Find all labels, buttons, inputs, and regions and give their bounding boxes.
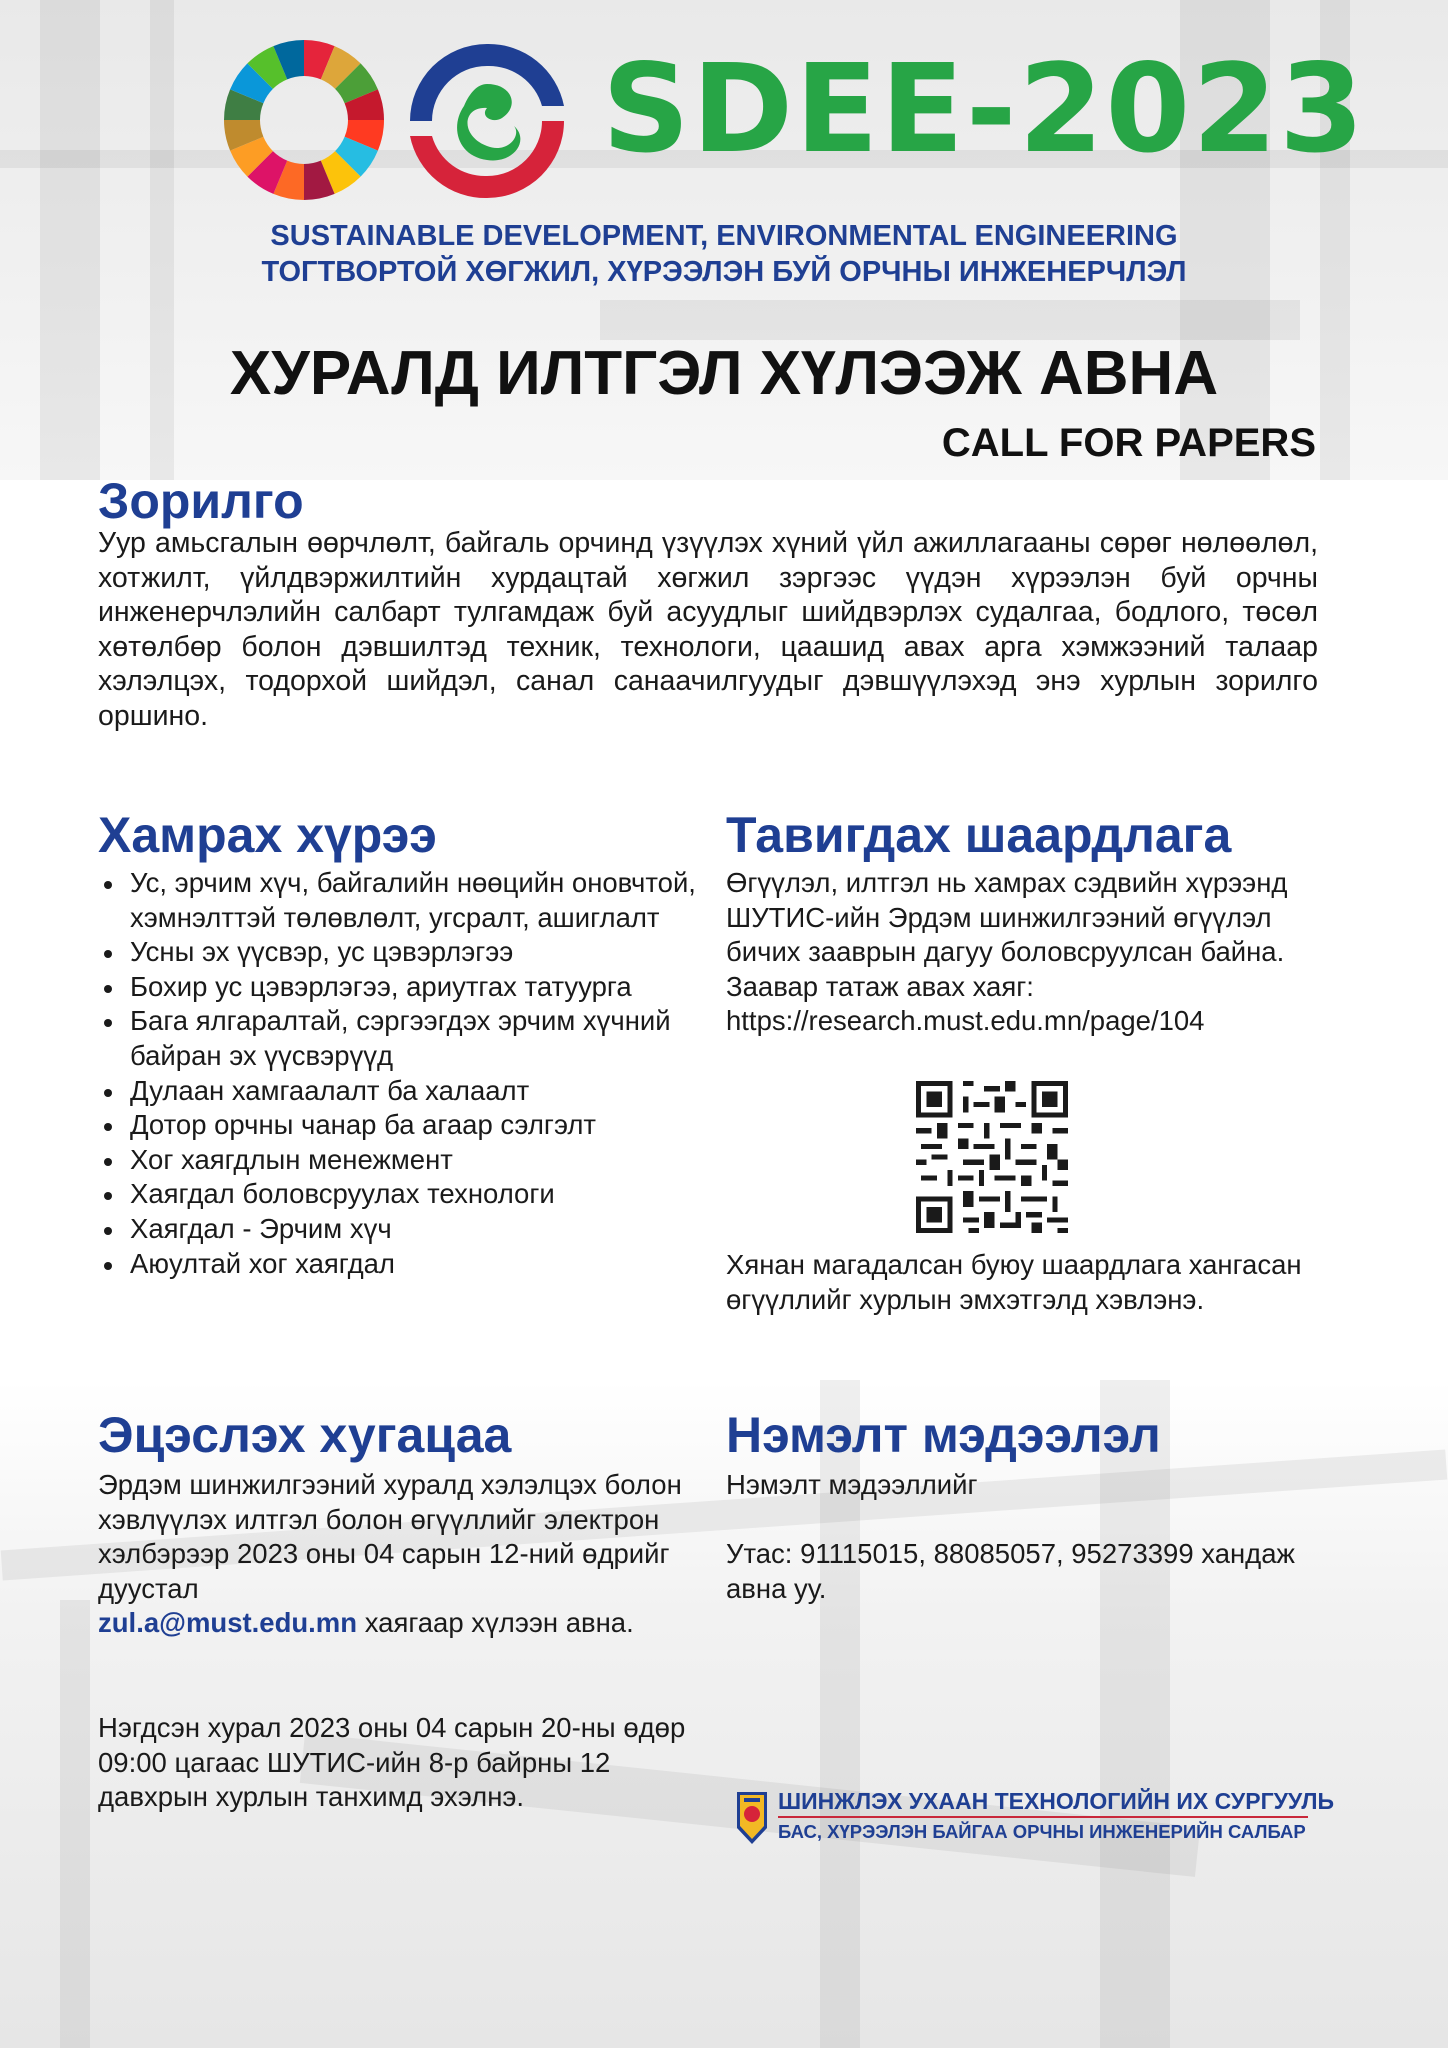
- scope-item: Хог хаягдлын менежмент: [100, 1143, 700, 1178]
- subtitle-mongolian: ТОГТВОРТОЙ ХӨГЖИЛ, ХҮРЭЭЛЭН БУЙ ОРЧНЫ ИНЖЕНЕРЧЛЭЛ: [261, 256, 1187, 288]
- goal-heading: Зорилго: [98, 473, 304, 529]
- university-emblem-icon: [735, 1790, 769, 1846]
- scope-item: Бохир ус цэвэрлэгээ, ариутгах татуурга: [100, 970, 700, 1005]
- scope-item: Ус, эрчим хүч, байгалийн нөөцийн оновчтой, хэмнэлттэй төлөвлөлт, угсралт, ашиглалт: [100, 866, 700, 935]
- scope-item: Бага ялгаралтай, сэргээгдэх эрчим хүчний байран эх үүсвэрүүд: [100, 1004, 700, 1073]
- deadline-body-end: хаягаар хүлээн авна.: [357, 1607, 634, 1639]
- scope-item: Хаягдал - Эрчим хүч: [100, 1212, 700, 1247]
- qr-code-icon[interactable]: [916, 1081, 1068, 1233]
- must-logo-icon: [402, 36, 572, 206]
- requirements-note: Хянан магадалсан буюу шаардлага хангасан өгүүллийг хурлын эмхэтгэлд хэвлэнэ.: [726, 1249, 1302, 1315]
- requirements-body: Өгүүлэл, илтгэл нь хамрах сэдвийн хүрээнд ШУТИС-ийн Эрдэм шинжилгээний өгүүлэл бичих зааврын дагуу боловсруулсан байна. Заавар татаж авах хаяг:: [726, 867, 1288, 1002]
- scope-list: [100, 866, 700, 1281]
- requirements-heading: Тавигдах шаардлага: [726, 807, 1232, 863]
- sdg-wheel-icon: [222, 38, 386, 202]
- additional-info-intro: Нэмэлт мэдээллийг: [726, 1469, 978, 1500]
- call-for-papers-mongolian: ХУРАЛД ИЛТГЭЛ ХҮЛЭЭЖ АВНА: [229, 339, 1219, 408]
- deadline-body: Эрдэм шинжилгээний хуралд хэлэлцэх болон хэвлүүлэх илтгэл болон өгүүллийг электрон хэлбэрээр 2023 оны 04 сарын 12-ний өдрийг дуустал: [98, 1469, 682, 1604]
- scope-item: Усны эх үүсвэр, ус цэвэрлэгээ: [100, 935, 700, 970]
- plenary-text: Нэгдсэн хурал 2023 оны 04 сарын 20-ны өдөр 09:00 цагаас ШУТИС-ийн 8-р байрны 12 давхрын хурлын танхимд эхэлнэ.: [98, 1712, 686, 1813]
- scope-item: Аюултай хог хаягдал: [100, 1247, 700, 1282]
- scope-item: Дотор орчны чанар ба агаар сэлгэлт: [100, 1108, 700, 1143]
- scope-heading: Хамрах хүрээ: [98, 807, 437, 863]
- scope-item: Хаягдал боловсруулах технологи: [100, 1177, 700, 1212]
- contact-email-link[interactable]: zul.a@must.edu.mn: [98, 1607, 358, 1639]
- deadline-text: [98, 1468, 708, 1641]
- requirements-text: [726, 866, 1326, 1039]
- guideline-link[interactable]: https://research.must.edu.mn/page/104: [726, 1005, 1205, 1037]
- scope-item: Дулаан хамгаалалт ба халаалт: [100, 1074, 700, 1109]
- footer-divider: [778, 1816, 1308, 1818]
- event-title: SDEE-2023: [602, 38, 1366, 180]
- deadline-heading: Эцэслэх хугацаа: [98, 1407, 512, 1463]
- department-name: БАС, ХҮРЭЭЛЭН БАЙГАА ОРЧНЫ ИНЖЕНЕРИЙН САЛБАР: [778, 1821, 1306, 1842]
- additional-info-heading: Нэмэлт мэдээлэл: [726, 1407, 1161, 1463]
- contact-phones: Утас: 91115015, 88085057, 95273399 хандаж авна уу.: [726, 1538, 1295, 1604]
- goal-text: Уур амьсгалын өөрчлөлт, байгаль орчинд үзүүлэх хүний үйл ажиллагааны сөрөг нөлөөлөл, хотжилт, үйлдвэржилтийн хурдацтай хөгжил зэргээс үүдэн хүрээлэн буй орчны инженерчлэлийн салбарт тулгамдаж буй асуудлыг шийдвэрлэх судалгаа, бодлого, төсөл хөтөлбөр болон дэвшилтэд техник, технологи, цаашид авах арга хэмжээний талаар хэлэлцэх, тодорхой шийдэл, санал санаачилгуудыг дэвшүүлэхэд энэ хурлын зорилго оршино.: [98, 527, 1318, 732]
- university-name: ШИНЖЛЭХ УХААН ТЕХНОЛОГИЙН ИХ СУРГУУЛЬ: [778, 1788, 1335, 1814]
- subtitle-english: SUSTAINABLE DEVELOPMENT, ENVIRONMENTAL ENGINEERING: [270, 220, 1178, 252]
- call-for-papers-english: CALL FOR PAPERS: [941, 421, 1316, 465]
